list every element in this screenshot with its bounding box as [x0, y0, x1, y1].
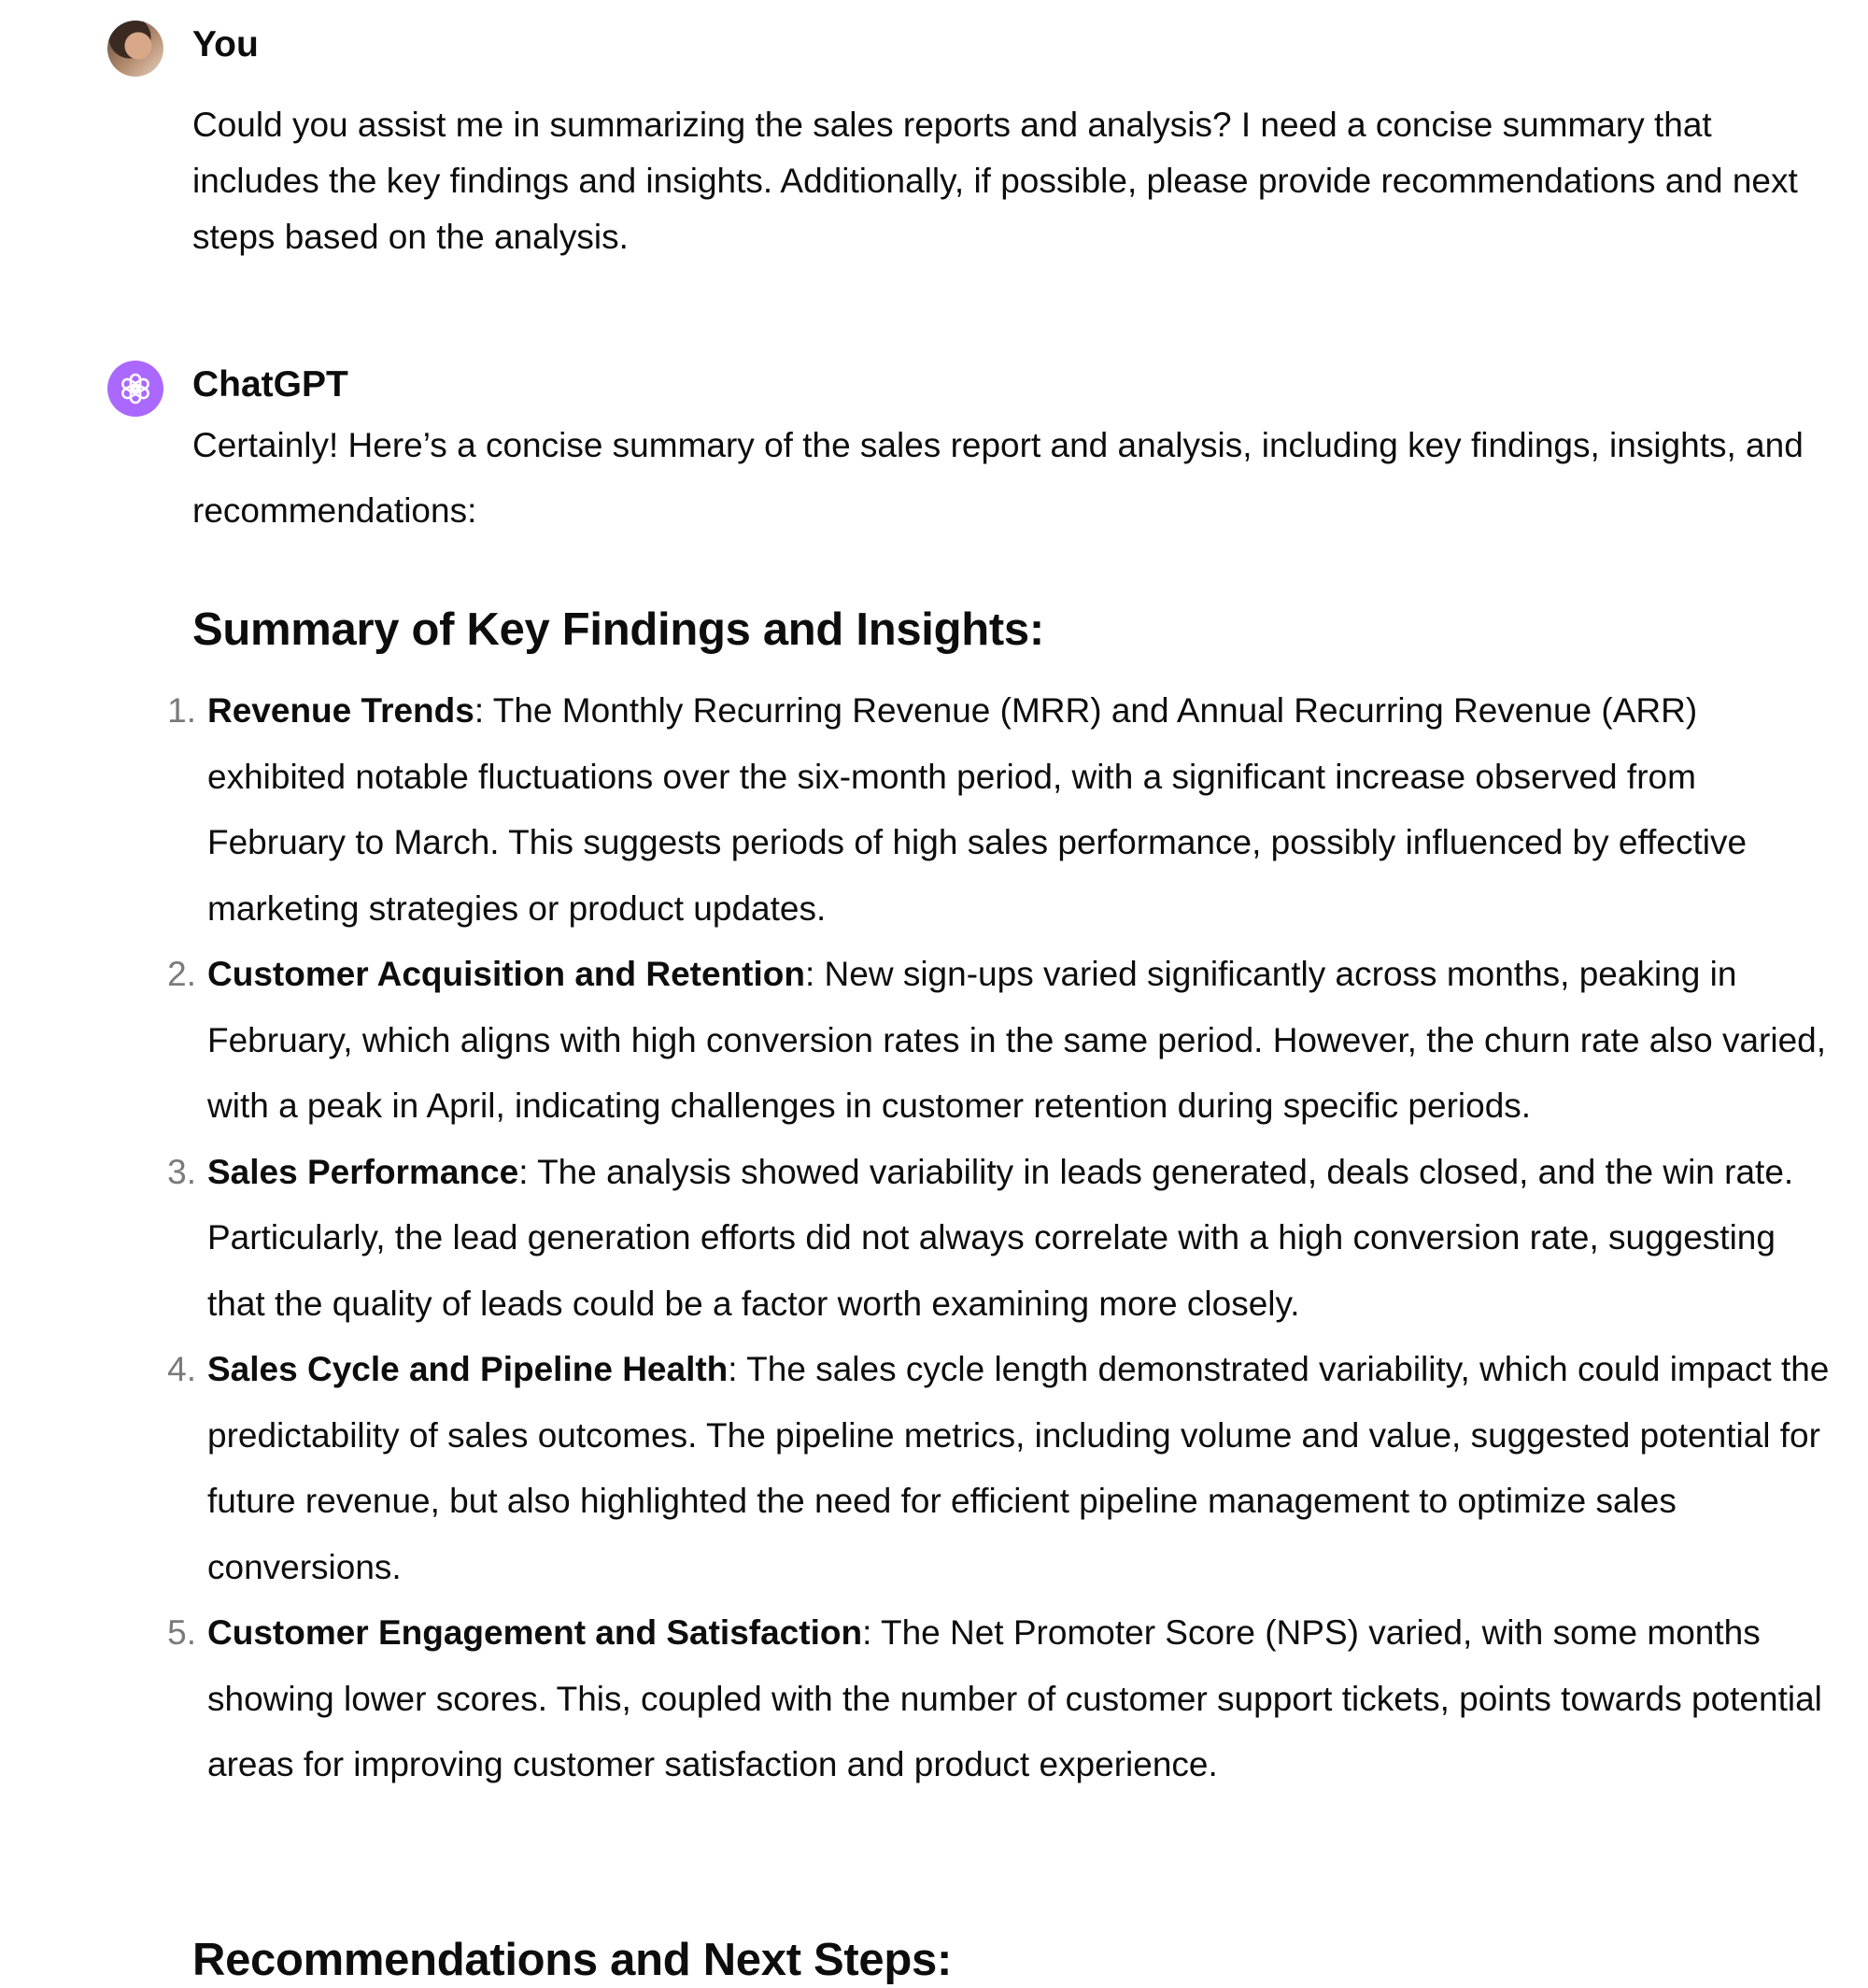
- list-item-title: Sales Cycle and Pipeline Health: [207, 1350, 729, 1388]
- list-item: [167, 942, 1831, 1140]
- list-item-title: Customer Engagement and Satisfaction: [207, 1613, 863, 1652]
- list-item: [167, 1600, 1831, 1798]
- findings-list: [167, 678, 1831, 1798]
- list-item-title: Sales Performance: [207, 1152, 519, 1191]
- user-message-text: Could you assist me in summarizing the sales reports and analysis? I need a concise summary that includes the key findings and insights. Additionally, if possible, please provide recommendations and next steps based on the analysis.: [192, 106, 1798, 256]
- list-item-text: : The Net Promoter Score (NPS) varied, with some months showing lower scores. This, coupled with the number of customer support tickets, points towards potential areas for improving customer satisfaction and product experience.: [207, 1613, 1822, 1783]
- chatgpt-logo-icon: [107, 361, 163, 417]
- list-item: [167, 1140, 1831, 1338]
- list-item-number: 4.: [167, 1350, 196, 1388]
- list-item: [167, 678, 1831, 942]
- list-item-number: 3.: [167, 1152, 196, 1191]
- list-item-text: : The Monthly Recurring Revenue (MRR) and Annual Recurring Revenue (ARR) exhibited notable fluctuations over the six-month period, with a significant increase observed from February to March. This suggests periods of high sales performance, possibly influenced by effective marketing strategies or product updates.: [207, 691, 1748, 928]
- summary-heading: Summary of Key Findings and Insights:: [192, 604, 1044, 655]
- list-item-number: 2.: [167, 955, 196, 993]
- list-item-number: 5.: [167, 1613, 196, 1652]
- list-item-number: 1.: [167, 691, 196, 730]
- list-item-text: : The analysis showed variability in leads generated, deals closed, and the win rate. Particularly, the lead generation efforts did not always correlate with a high conversion rate, suggesting that the quality of leads could be a factor worth examining more closely.: [207, 1152, 1794, 1323]
- list-item-text: : The sales cycle length demonstrated variability, which could impact the predictability of sales outcomes. The pipeline metrics, including volume and value, suggested potential for future revenue, but also highlighted the need for efficient pipeline management to optimize sales conversions.: [207, 1350, 1830, 1586]
- list-item-title: Customer Acquisition and Retention: [207, 955, 805, 993]
- user-author-name: You: [192, 24, 259, 64]
- recommendations-heading: Recommendations and Next Steps:: [192, 1935, 952, 1985]
- list-item: [167, 1337, 1831, 1600]
- list-item-title: Revenue Trends: [207, 691, 474, 730]
- assistant-author-name: ChatGPT: [192, 364, 348, 405]
- list-item-text: : New sign-ups varied significantly across months, peaking in February, which aligns with high conversion rates in the same period. However, the churn rate also varied, with a peak in April, indicating challenges in customer retention during specific periods.: [207, 955, 1827, 1125]
- assistant-intro-text: Certainly! Here’s a concise summary of the sales report and analysis, including key findings, insights, and recommendations:: [192, 426, 1804, 530]
- user-avatar[interactable]: [107, 21, 163, 77]
